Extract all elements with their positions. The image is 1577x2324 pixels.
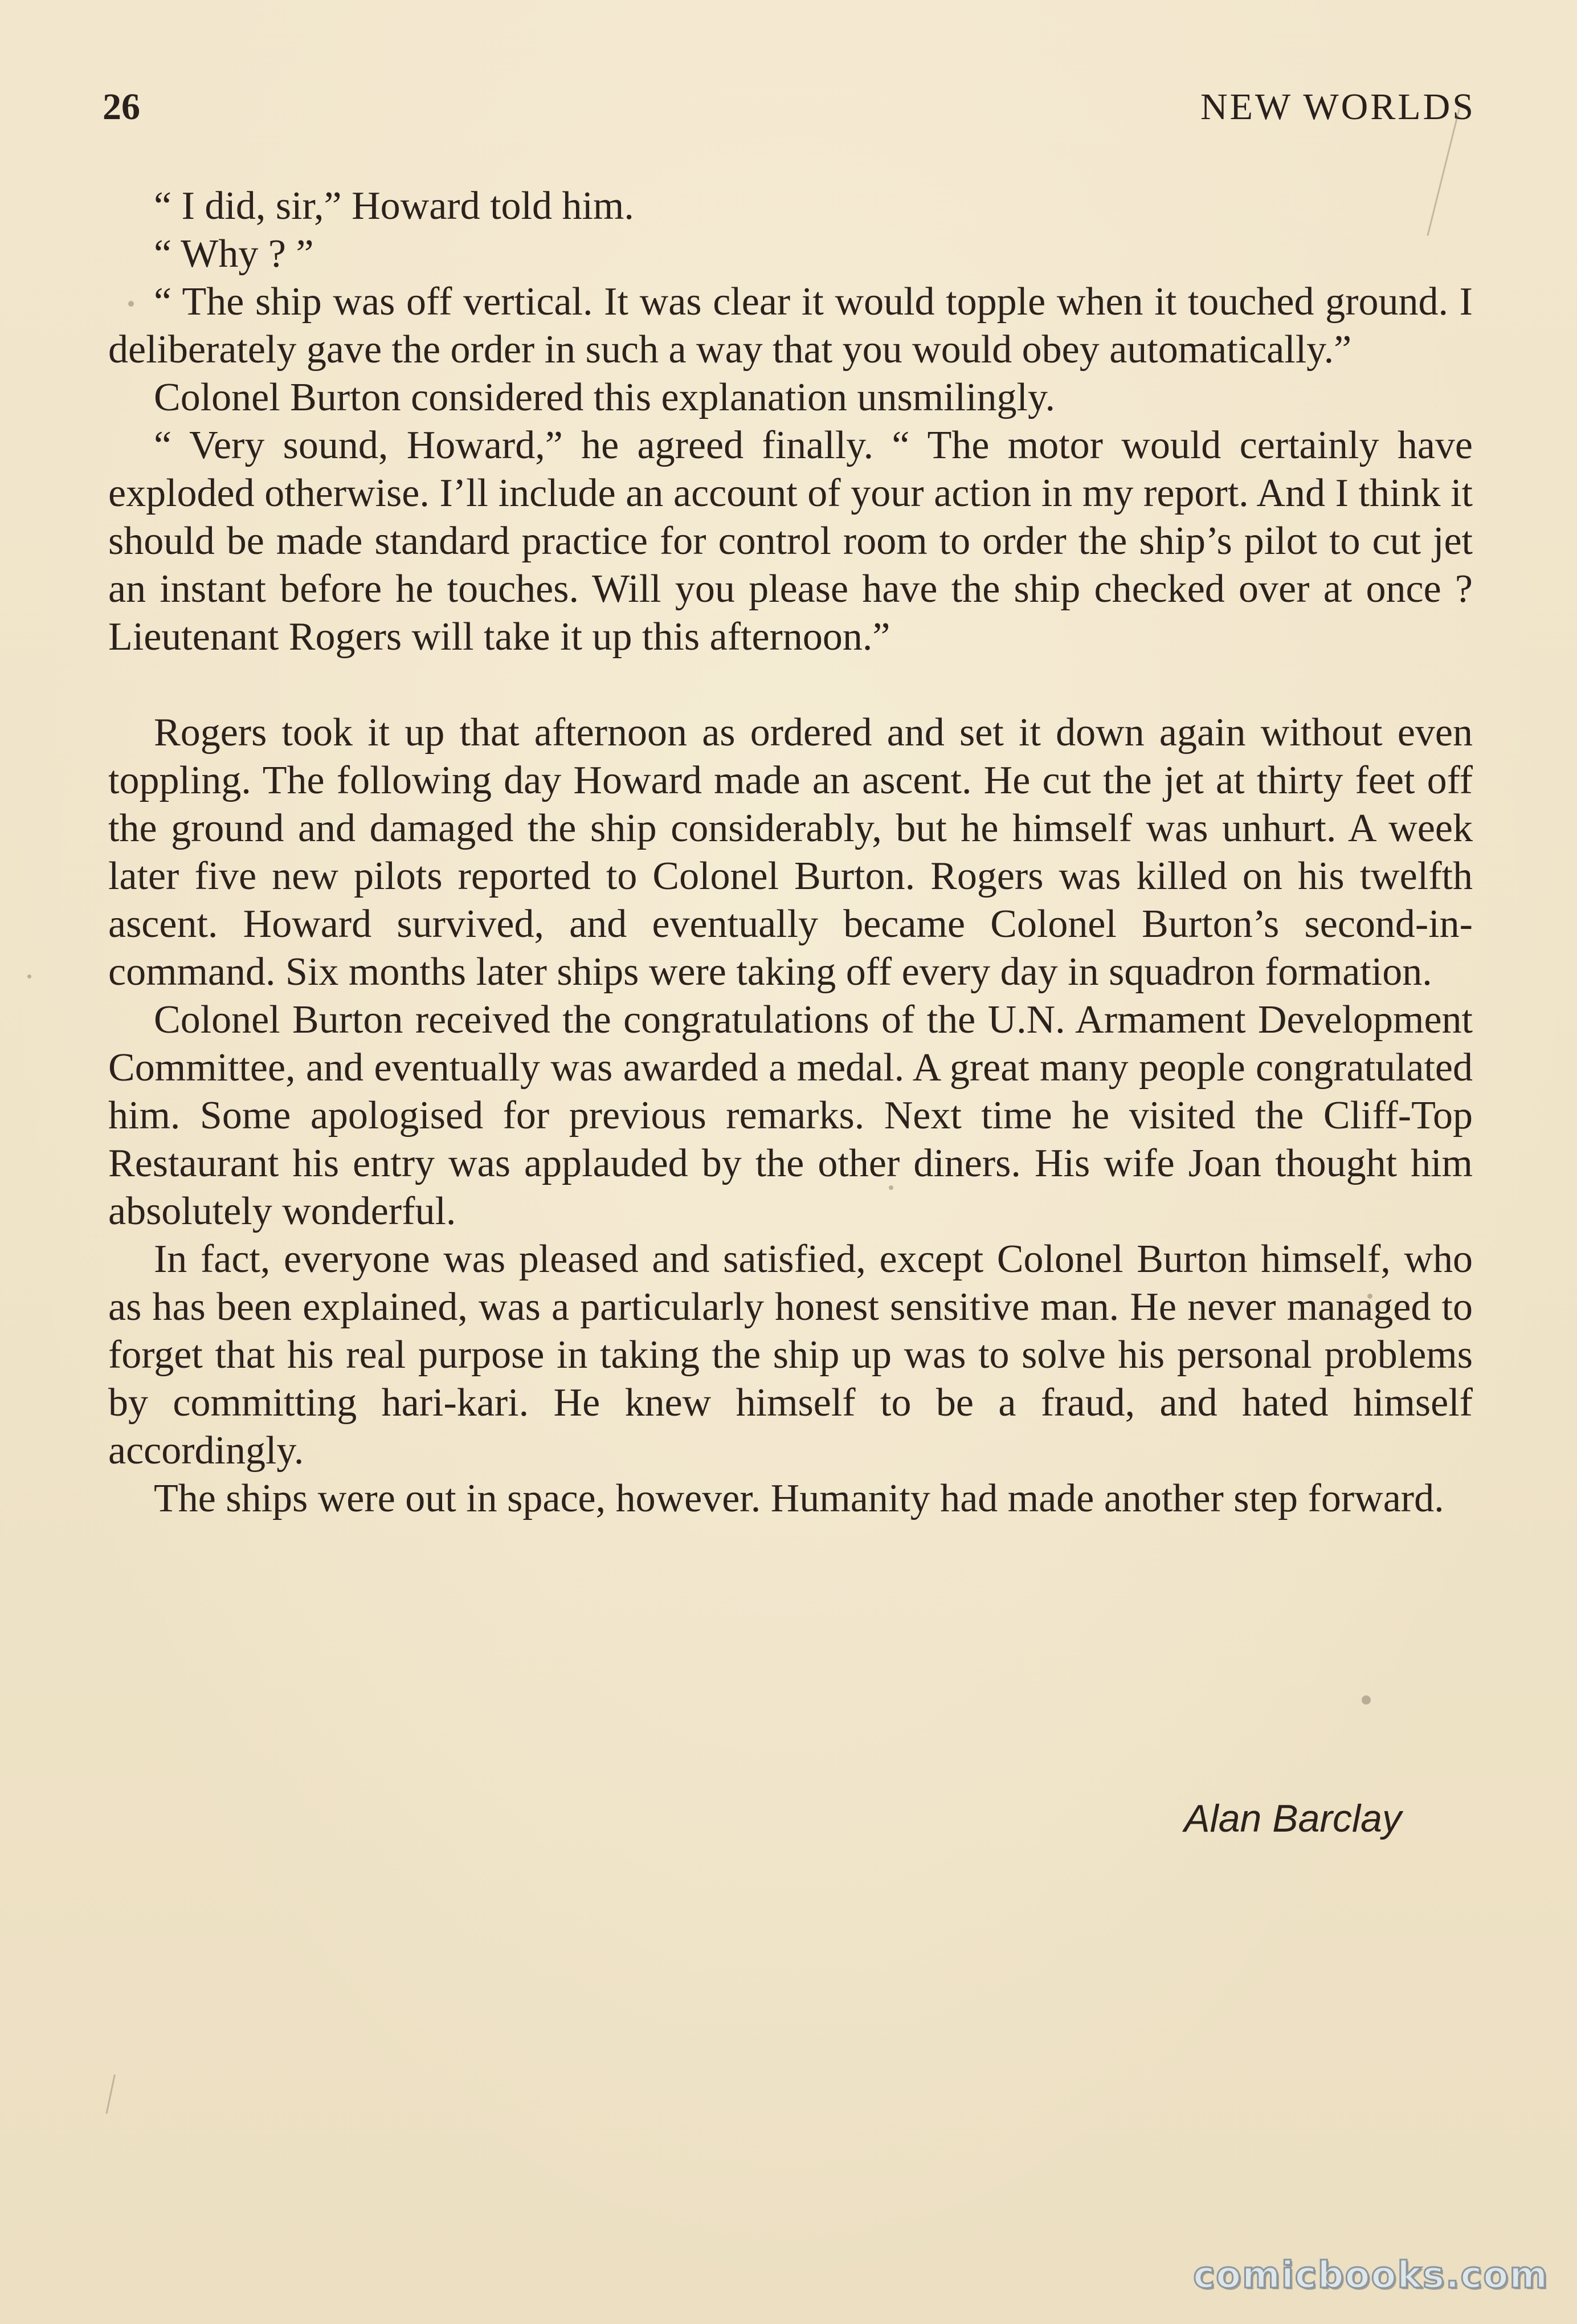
- paragraph: Colonel Burton received the congratulations of the U.N. Armament Development Committee, and eventually was awarded a medal. A great many people congratulated him. Some apologised for previous remarks. Next time he visited the Cliff-Top Restaurant his entry was applauded by the other diners. His wife Joan thought him absolutely wonderful.: [108, 998, 1473, 1233]
- paragraph: “ Very sound, Howard,” he agreed finally. “ The motor would certainly have exploded otherwise. I’ll include an account of your action in my report. And I think it should be made standard practice for control room to order the ship’s pilot to cut jet an instant before he touches. Will you please have the ship checked over at once ? Lieutenant Rogers will take it up this afternoon.”: [108, 423, 1473, 659]
- author-signature: Alan Barclay: [1184, 1797, 1402, 1840]
- site-watermark: comicbooks.com: [1193, 2254, 1549, 2297]
- paper-speck: [128, 301, 134, 307]
- paper-scratch: [105, 2074, 115, 2114]
- paper-speck: [889, 1185, 893, 1190]
- paragraph: “ Why ? ”: [154, 232, 314, 276]
- paragraph: Colonel Burton considered this explanation unsmilingly.: [154, 376, 1055, 419]
- paragraph: Rogers took it up that afternoon as ordered and set it down again without even toppling. The following day Howard made an ascent. He cut the jet at thirty feet off the ground and damaged the ship considerably, but he himself was unhurt. A week later five new pilots reported to Colonel Burton. Rogers was killed on his twelfth ascent. Howard survived, and eventually became Colonel Burton’s second-in-command. Six months later ships were taking off every day in squadron formation.: [108, 711, 1473, 994]
- story-text: [108, 182, 1473, 1523]
- paragraph: “ The ship was off vertical. It was clear it would topple when it touched ground. I deliberately gave the order in such a way that you would obey automatically.”: [108, 280, 1473, 372]
- paper-speck: [1362, 1695, 1371, 1705]
- running-head: [103, 85, 1476, 148]
- paragraph: The ships were out in space, however. Humanity had made another step forward.: [154, 1477, 1444, 1520]
- journal-title: NEW WORLDS: [1200, 86, 1476, 128]
- paper-speck: [1367, 1294, 1372, 1299]
- paragraph: “ I did, sir,” Howard told him.: [154, 184, 634, 228]
- paragraph: In fact, everyone was pleased and satisfied, except Colonel Burton himself, who as has been explained, was a particularly honest sensitive man. He never managed to forget that his real purpose in taking the ship up was to solve his personal problems by committing hari-kari. He knew himself to be a fraud, and hated himself accordingly.: [108, 1237, 1473, 1473]
- paper-speck: [27, 975, 31, 978]
- page-number: 26: [103, 86, 140, 128]
